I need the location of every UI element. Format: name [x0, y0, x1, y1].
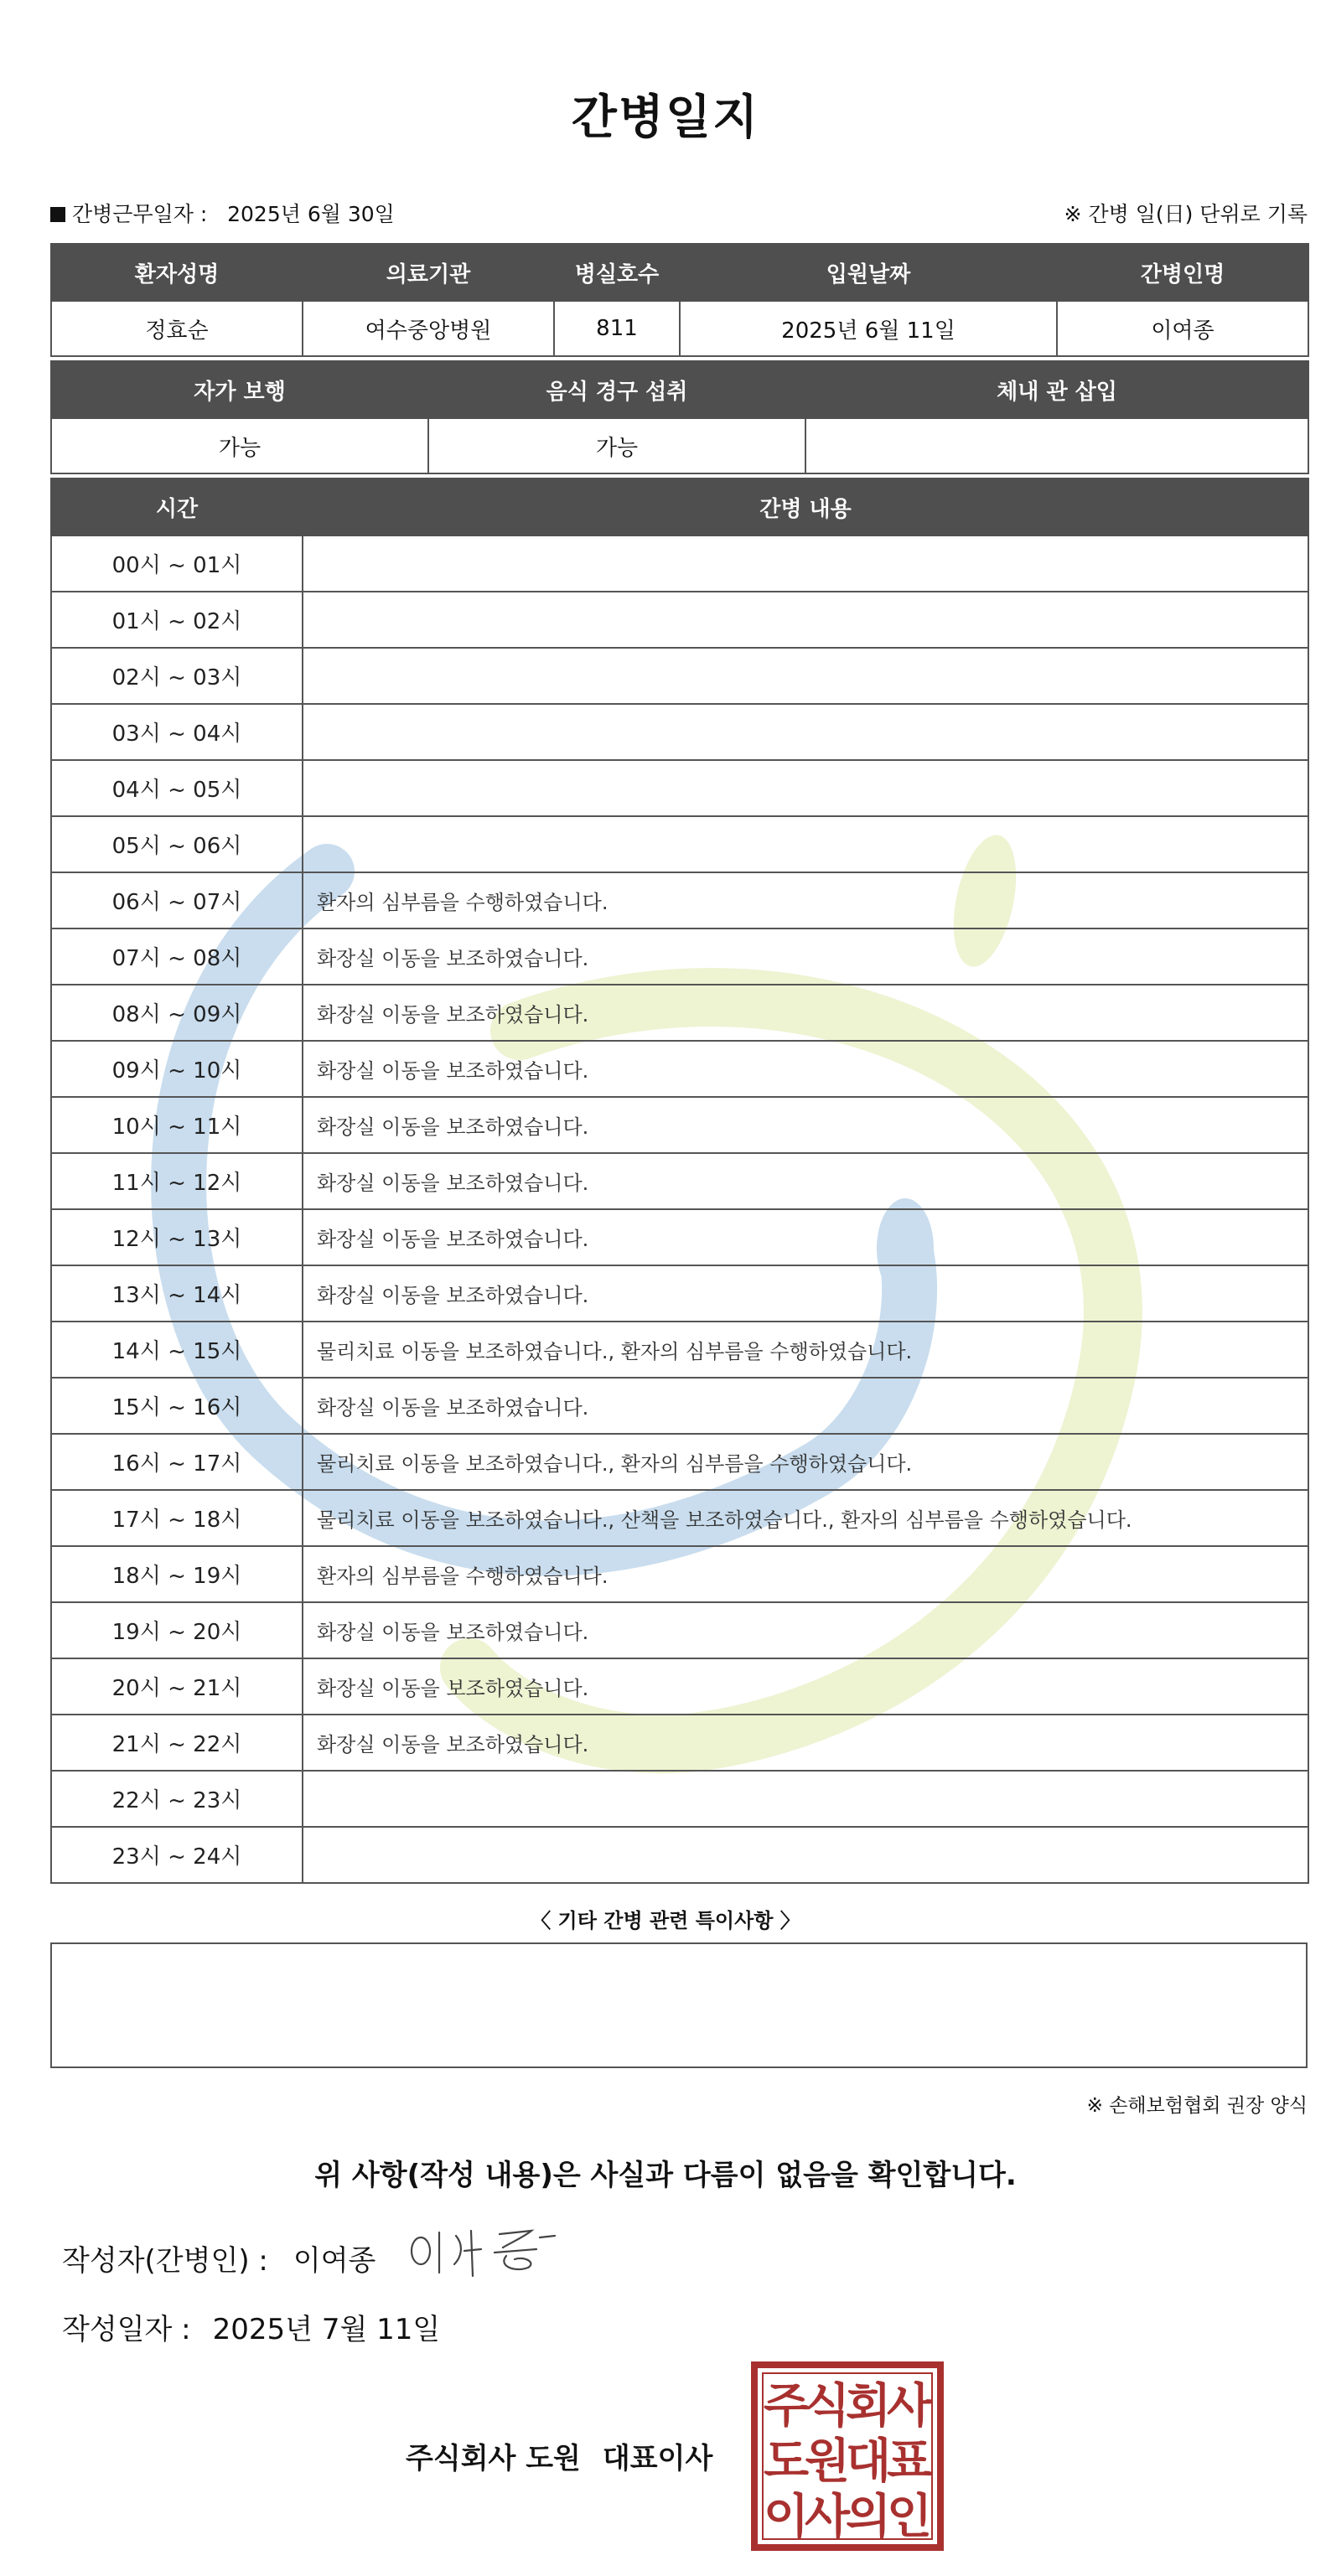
care-content-cell: 화장실 이동을 보조하였습니다.	[303, 1209, 1308, 1265]
care-content-cell: 물리치료 이동을 보조하였습니다., 환자의 심부름을 수행하였습니다.	[303, 1434, 1308, 1490]
table-header-row	[51, 478, 1308, 535]
seal-glyph: 도	[763, 2434, 810, 2489]
unit-note: ※ 간병 일(日) 단위로 기록	[1064, 202, 1308, 226]
writer-label: 작성자(간병인) :	[62, 2244, 268, 2278]
header-care-content: 간병 내용	[303, 478, 1308, 535]
seal-glyph: 사	[804, 2490, 851, 2544]
time-cell: 13시 ~ 14시	[51, 1265, 303, 1322]
time-cell: 23시 ~ 24시	[51, 1827, 303, 1883]
care-content-cell: 화장실 이동을 보조하였습니다.	[303, 1378, 1308, 1434]
care-content-cell: 환자의 심부름을 수행하였습니다.	[303, 872, 1308, 928]
seal-glyph: 이	[763, 2490, 810, 2544]
care-content-cell	[303, 704, 1308, 760]
patient-name: 정효순	[51, 301, 303, 356]
writer-line	[62, 2237, 375, 2279]
time-cell: 00시 ~ 01시	[51, 535, 303, 592]
written-date-value: 2025년 7월 11일	[212, 2313, 441, 2346]
table-row	[51, 1602, 1308, 1658]
caregiver-name: 이여종	[1057, 301, 1308, 356]
table-row	[51, 1434, 1308, 1490]
care-content-cell: 화장실 이동을 보조하였습니다.	[303, 1265, 1308, 1322]
table-row	[51, 1771, 1308, 1827]
patient-status-table	[50, 360, 1309, 474]
table-header-row	[51, 361, 1308, 418]
table-row	[51, 1715, 1308, 1771]
table-row	[51, 1209, 1308, 1265]
written-date-label: 작성일자 :	[62, 2313, 191, 2346]
table-row	[51, 1546, 1308, 1602]
recommend-note: ※ 손해보험협회 권장 양식	[1086, 2095, 1308, 2117]
table-row	[51, 1378, 1308, 1434]
time-cell: 18시 ~ 19시	[51, 1546, 303, 1602]
table-row	[51, 1041, 1308, 1097]
hospital-name: 여수중앙병원	[303, 301, 554, 356]
care-content-cell: 화장실 이동을 보조하였습니다.	[303, 1097, 1308, 1153]
header-self-walking: 자가 보행	[51, 361, 428, 418]
header-caregiver-name: 간병인명	[1057, 244, 1308, 301]
seal-glyph: 원	[804, 2434, 851, 2489]
time-cell: 07시 ~ 08시	[51, 928, 303, 985]
time-cell: 10시 ~ 11시	[51, 1097, 303, 1153]
table-row	[51, 535, 1308, 592]
page-title: 간병일지	[571, 91, 760, 145]
table-row	[51, 872, 1308, 928]
table-row	[51, 1265, 1308, 1322]
care-content-cell: 화장실 이동을 보조하였습니다.	[303, 1602, 1308, 1658]
time-cell: 20시 ~ 21시	[51, 1658, 303, 1715]
seal-glyph: 사	[886, 2379, 933, 2434]
work-date-label: 간병근무일자 :	[72, 202, 208, 226]
care-log-table	[50, 478, 1309, 1884]
work-date-value: 2025년 6월 30일	[227, 202, 395, 226]
care-content-cell: 화장실 이동을 보조하였습니다.	[303, 1658, 1308, 1715]
time-cell: 17시 ~ 18시	[51, 1490, 303, 1546]
company-name: 주식회사 도원	[406, 2442, 581, 2475]
table-header-row	[51, 244, 1308, 301]
seal-glyph: 식	[804, 2379, 851, 2434]
table-row	[51, 704, 1308, 760]
header-time: 시간	[51, 478, 303, 535]
room-number: 811	[554, 301, 680, 356]
table-row	[51, 1658, 1308, 1715]
table-row	[51, 760, 1308, 816]
company-seal-stamp	[751, 2361, 944, 2551]
confirm-statement: 위 사항(작성 내용)은 사실과 다름이 없음을 확인합니다.	[314, 2159, 1017, 2192]
time-cell: 22시 ~ 23시	[51, 1771, 303, 1827]
time-cell: 01시 ~ 02시	[51, 592, 303, 648]
time-cell: 15시 ~ 16시	[51, 1378, 303, 1434]
table-row	[51, 301, 1308, 356]
time-cell: 04시 ~ 05시	[51, 760, 303, 816]
table-row	[51, 1827, 1308, 1883]
care-content-cell	[303, 592, 1308, 648]
table-row	[51, 928, 1308, 985]
header-hospital: 의료기관	[303, 244, 554, 301]
care-content-cell: 물리치료 이동을 보조하였습니다., 환자의 심부름을 수행하였습니다.	[303, 1322, 1308, 1378]
care-content-cell: 화장실 이동을 보조하였습니다.	[303, 1153, 1308, 1209]
oral-intake-value: 가능	[428, 418, 805, 473]
table-row	[51, 816, 1308, 872]
care-content-cell	[303, 1827, 1308, 1883]
self-walking-value: 가능	[51, 418, 428, 473]
table-row	[51, 648, 1308, 704]
care-content-cell: 화장실 이동을 보조하였습니다.	[303, 928, 1308, 985]
meta-row	[50, 198, 1308, 228]
handwritten-signature	[406, 2221, 565, 2288]
writer-name: 이여종	[293, 2244, 376, 2278]
time-cell: 05시 ~ 06시	[51, 816, 303, 872]
table-row	[51, 1322, 1308, 1378]
care-content-cell	[303, 760, 1308, 816]
remarks-title: 〈 기타 간병 관련 특이사항 〉	[531, 1909, 800, 1932]
table-row	[51, 592, 1308, 648]
table-row	[51, 1097, 1308, 1153]
company-line	[406, 2435, 712, 2476]
seal-glyph: 표	[886, 2434, 933, 2489]
care-content-cell	[303, 1771, 1308, 1827]
time-cell: 21시 ~ 22시	[51, 1715, 303, 1771]
time-cell: 19시 ~ 20시	[51, 1602, 303, 1658]
header-room: 병실호수	[554, 244, 680, 301]
care-content-cell: 화장실 이동을 보조하였습니다.	[303, 1041, 1308, 1097]
seal-glyph: 주	[763, 2379, 810, 2434]
time-cell: 12시 ~ 13시	[51, 1209, 303, 1265]
work-date	[50, 198, 395, 228]
time-cell: 09시 ~ 10시	[51, 1041, 303, 1097]
care-content-cell: 화장실 이동을 보조하였습니다.	[303, 985, 1308, 1041]
header-admission-date: 입원날짜	[680, 244, 1057, 301]
written-date-line	[62, 2306, 440, 2347]
time-cell: 02시 ~ 03시	[51, 648, 303, 704]
seal-glyph: 대	[845, 2434, 892, 2489]
seal-glyph: 회	[845, 2379, 892, 2434]
seal-glyph: 의	[845, 2490, 892, 2544]
table-row	[51, 1490, 1308, 1546]
care-content-cell	[303, 535, 1308, 592]
care-content-cell	[303, 816, 1308, 872]
header-oral-intake: 음식 경구 섭취	[428, 361, 805, 418]
admission-date: 2025년 6월 11일	[680, 301, 1057, 356]
time-cell: 03시 ~ 04시	[51, 704, 303, 760]
time-cell: 14시 ~ 15시	[51, 1322, 303, 1378]
care-content-cell: 환자의 심부름을 수행하였습니다.	[303, 1546, 1308, 1602]
table-row	[51, 1153, 1308, 1209]
tube-insertion-value	[805, 418, 1308, 473]
care-content-cell: 물리치료 이동을 보조하였습니다., 산책을 보조하였습니다., 환자의 심부름을 수행하였습니다.	[303, 1490, 1308, 1546]
company-role: 대표이사	[602, 2442, 713, 2475]
square-bullet-icon	[50, 207, 65, 222]
seal-glyph: 인	[886, 2490, 933, 2544]
time-cell: 11시 ~ 12시	[51, 1153, 303, 1209]
header-tube-insertion: 체내 관 삽입	[805, 361, 1308, 418]
header-patient-name: 환자성명	[51, 244, 303, 301]
time-cell: 06시 ~ 07시	[51, 872, 303, 928]
time-cell: 08시 ~ 09시	[51, 985, 303, 1041]
time-cell: 16시 ~ 17시	[51, 1434, 303, 1490]
table-row	[51, 418, 1308, 473]
remarks-box	[50, 1942, 1308, 2068]
table-row	[51, 985, 1308, 1041]
patient-info-table	[50, 243, 1309, 357]
care-content-cell: 화장실 이동을 보조하였습니다.	[303, 1715, 1308, 1771]
care-content-cell	[303, 648, 1308, 704]
